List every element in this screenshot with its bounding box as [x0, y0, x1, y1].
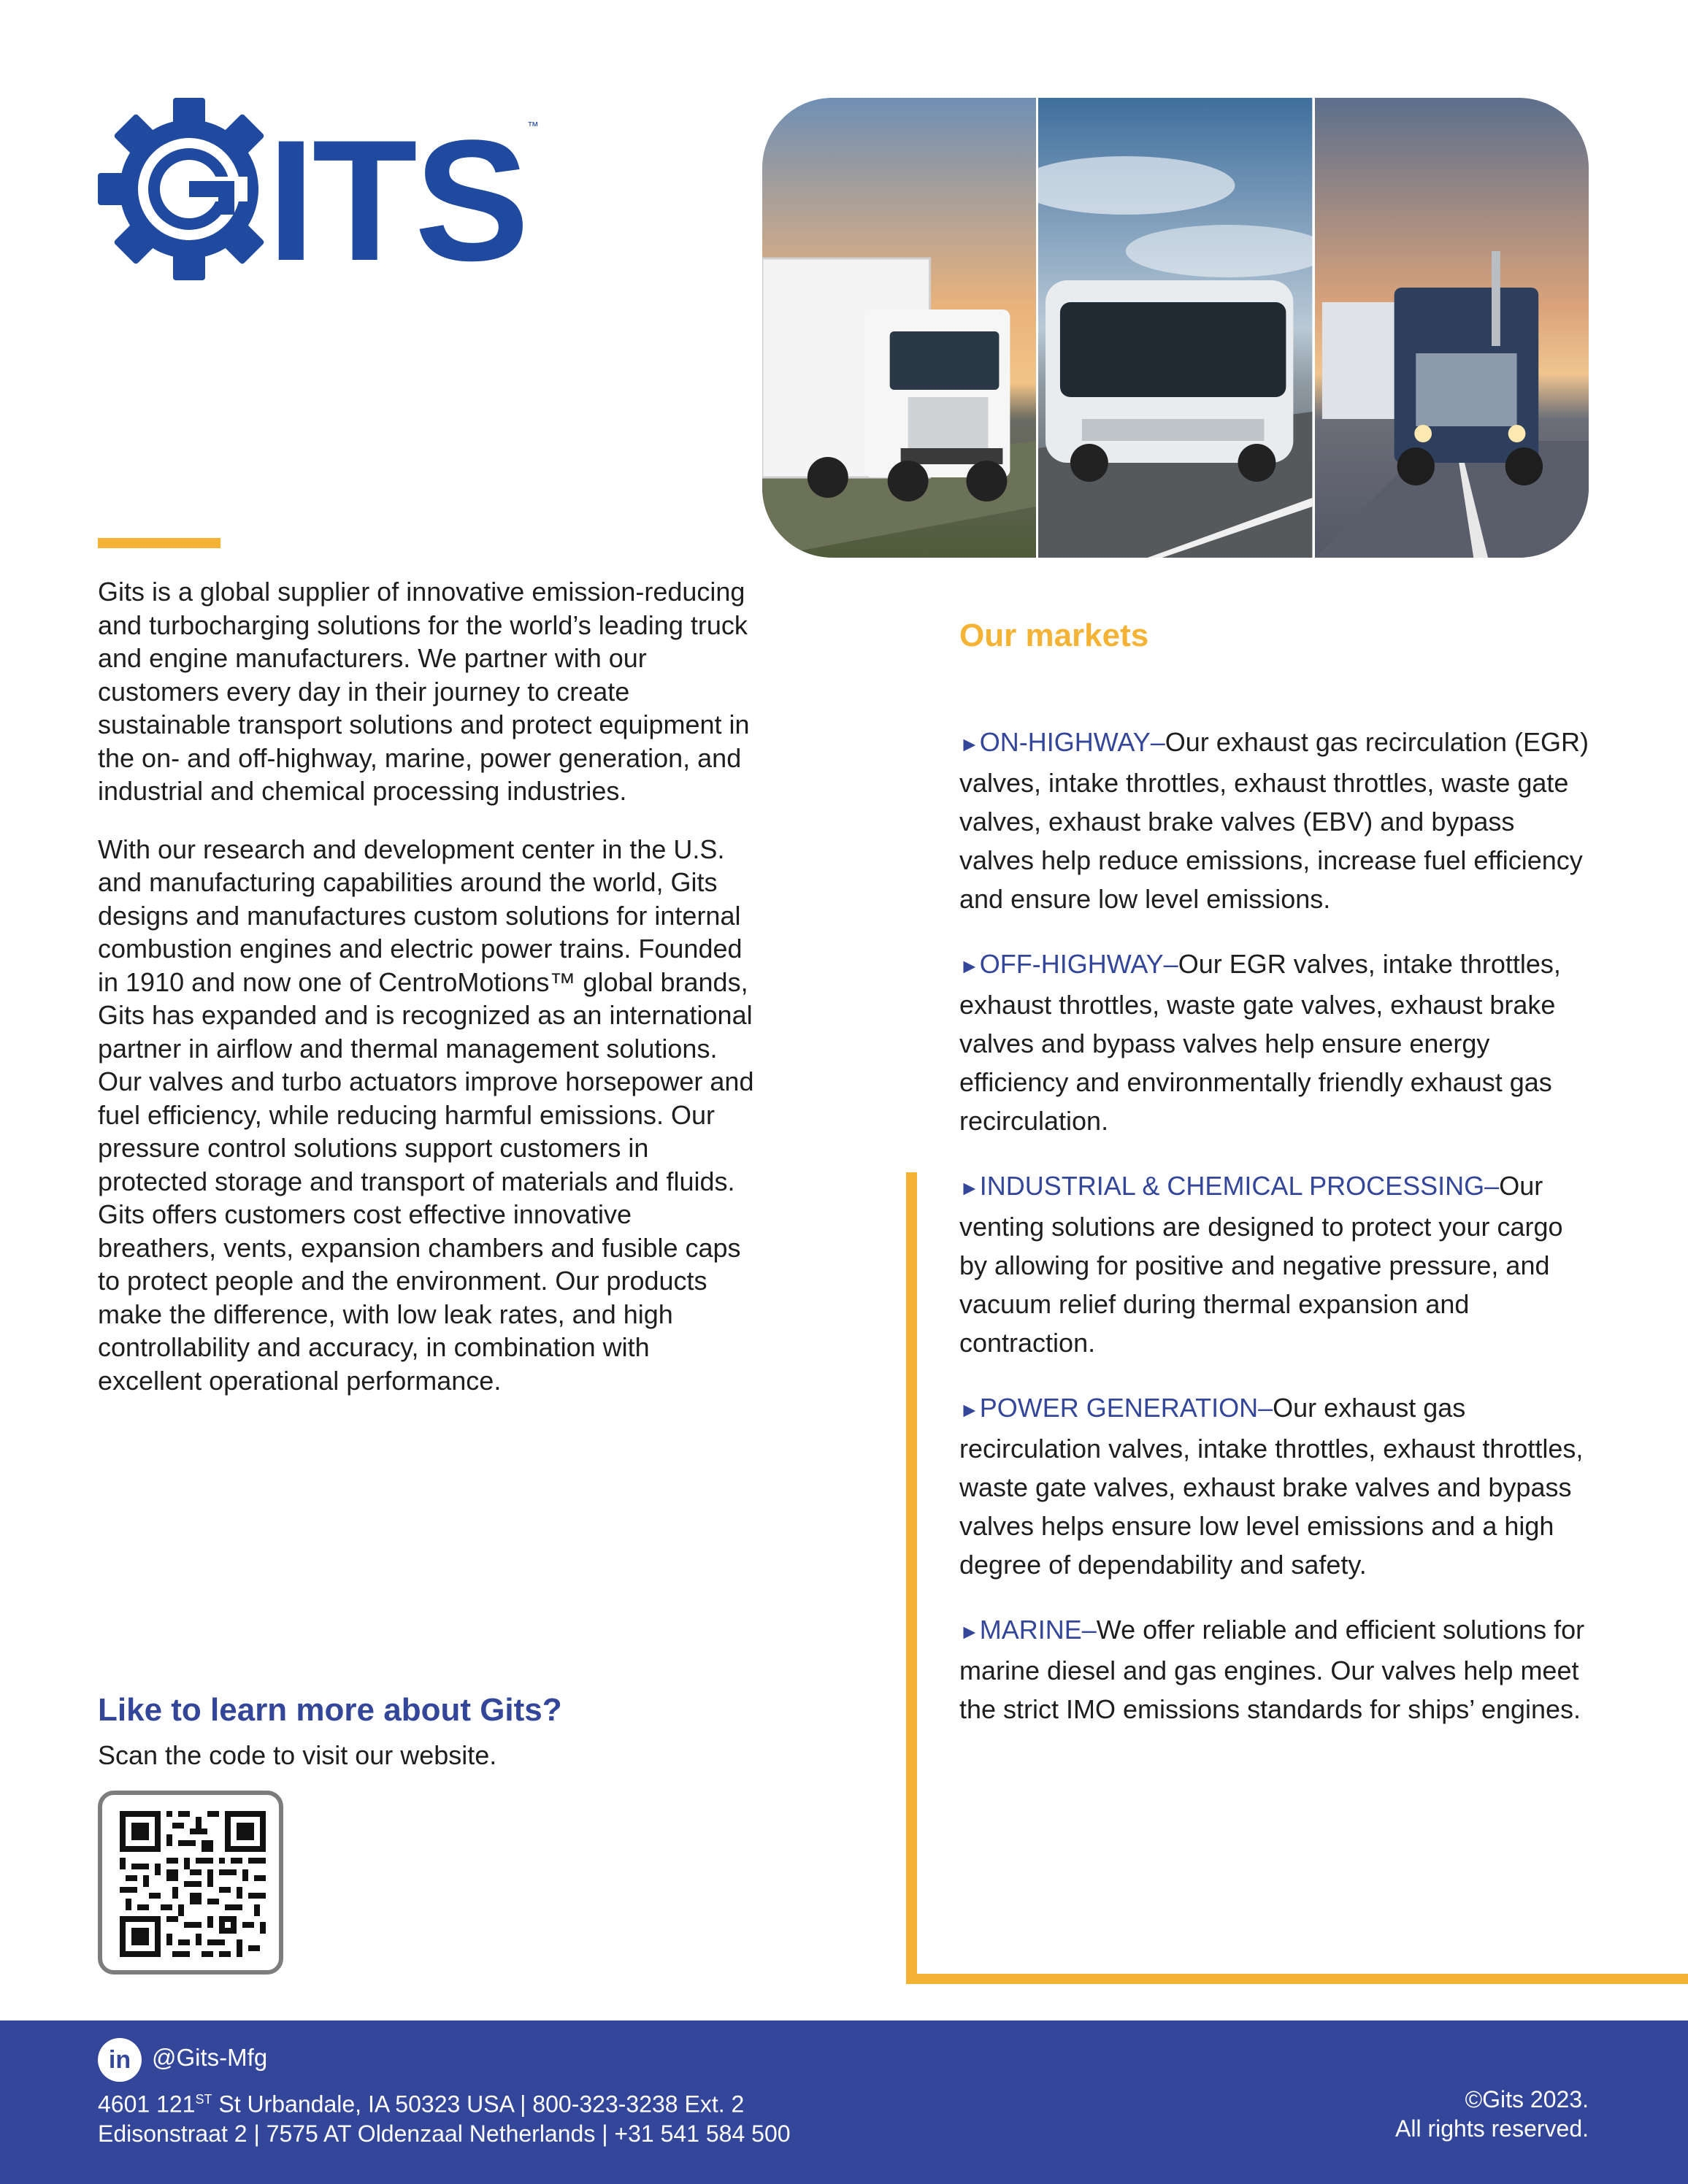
linkedin-icon[interactable]: in	[98, 2038, 142, 2082]
hero-white-truck-image	[762, 98, 1036, 558]
market-description: Our exhaust gas recirculation (EGR) valves, intake throttles, exhaust throttles, waste gate valves, exhaust brake valves (EBV) and bypass valves help reduce emissions, increase fuel efficiency and ensure low level emissions.	[959, 727, 1589, 914]
arrow-right-icon: ►	[959, 955, 980, 977]
accent-frame-vertical	[906, 1172, 917, 1984]
market-heading: POWER GENERATION–	[979, 1393, 1273, 1423]
market-description: We offer reliable and efficient solutions for marine diesel and gas engines. Our valves help meet the strict IMO emissions standards for ships’ engines.	[959, 1615, 1585, 1724]
gits-logo	[98, 98, 550, 280]
market-description: Our venting solutions are designed to protect your cargo by allowing for positive and negative pressure, and vacuum relief during thermal expansion and contraction.	[959, 1171, 1563, 1358]
intro-paragraph: With our research and development center in the U.S. and manufacturing capabilities around the world, Gits designs and manufactures custom solutions for internal combustion engines and electric power trains. Founded in 1910 and now one of CentroMotions™ global brands, Gits has expanded and is recognized as an international partner in airflow and thermal management solutions. Our valves and turbo actuators improve horsepower and fuel efficiency, while reducing harmful emissions. Our pressure control solutions support customers in protected storage and transport of materials and fluids. Gits offers customers cost effective innovative breathers, vents, expansion chambers and fusible caps to protect people and the environment. Our products make the difference, with low leak rates, and high controllability and accuracy, in combination with excellent operational performance.	[98, 834, 754, 1396]
intro-paragraph: Gits is a global supplier of innovative emission-reducing and turbocharging solutions for the world’s leading truck and engine manufacturers. We partner with our customers every day in their journey to create sustainable transport solutions and protect equipment in the on- and off-highway, marine, power generation, and industrial and chemical processing industries.	[98, 577, 750, 806]
logo-wordmark: ITS	[267, 104, 527, 280]
qr-code-icon	[120, 1811, 266, 1957]
learn-more-subtitle: Scan the code to visit our website.	[98, 1740, 497, 1770]
market-heading: INDUSTRIAL & CHEMICAL PROCESSING–	[979, 1171, 1500, 1201]
accent-bar	[98, 538, 220, 548]
hero-semi-truck-image	[1313, 98, 1589, 558]
accent-frame-horizontal	[906, 1974, 1688, 1984]
address-us: 4601 121ST St Urbandale, IA 50323 USA | 800-323-3238 Ext. 2	[98, 2091, 745, 2118]
copyright	[1395, 2085, 1589, 2143]
arrow-right-icon: ►	[959, 1620, 980, 1643]
footer	[0, 2020, 1688, 2184]
linkedin-handle-link[interactable]: @Gits-Mfg	[152, 2044, 268, 2071]
market-heading: MARINE–	[979, 1615, 1097, 1645]
footer-address	[98, 2085, 791, 2148]
gits-gear-logo-icon	[98, 98, 550, 280]
intro-text	[98, 575, 755, 1397]
website-qr-code[interactable]	[98, 1791, 283, 1975]
arrow-right-icon: ►	[959, 1399, 980, 1421]
arrow-right-icon: ►	[959, 733, 980, 755]
market-item-off-highway	[959, 945, 1595, 1140]
market-item-on-highway	[959, 723, 1595, 918]
rights-line: All rights reserved.	[1395, 2115, 1589, 2142]
hero-image-strip	[762, 98, 1589, 558]
arrow-right-icon: ►	[959, 1177, 980, 1199]
svg-text:™: ™	[527, 120, 539, 133]
learn-more-title: Like to learn more about Gits?	[98, 1692, 562, 1728]
market-description: Our EGR valves, intake throttles, exhaust throttles, waste gate valves, exhaust brake valves and bypass valves help ensure energy efficiency and environmentally friendly exhaust gas recirculation.	[959, 949, 1561, 1136]
markets-list	[959, 723, 1595, 1729]
address-netherlands: Edisonstraat 2 | 7575 AT Oldenzaal Netherlands | +31 541 584 500	[98, 2120, 791, 2147]
market-description: Our exhaust gas recirculation valves, intake throttles, exhaust throttles, waste gate valves, exhaust brake valves and bypass valves helps ensure low level emissions and a high degree of dependability and safety.	[959, 1393, 1584, 1580]
market-item-industrial-chemical	[959, 1166, 1595, 1362]
copyright-line: ©Gits 2023.	[1465, 2086, 1589, 2112]
market-item-power-generation	[959, 1388, 1595, 1584]
hero-coach-bus-image	[1036, 98, 1312, 558]
market-item-marine	[959, 1610, 1595, 1729]
market-heading: OFF-HIGHWAY–	[979, 949, 1178, 979]
markets-title: Our markets	[959, 618, 1149, 653]
market-heading: ON-HIGHWAY–	[979, 727, 1165, 757]
